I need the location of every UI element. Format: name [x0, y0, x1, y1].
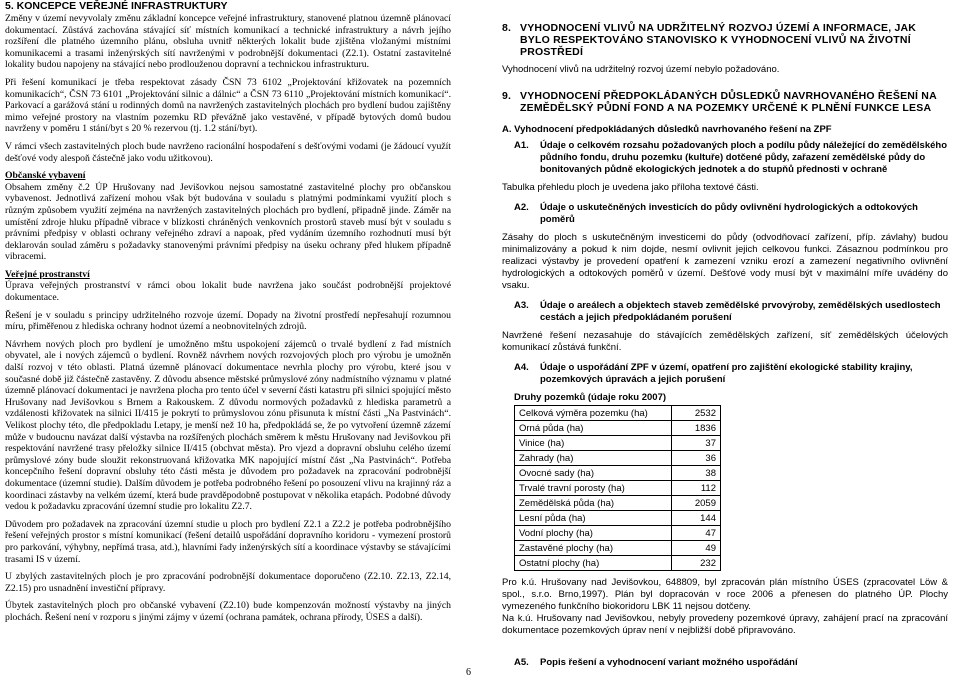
table-row — [515, 541, 721, 556]
land-type-label: Vinice (ha) — [515, 436, 672, 451]
land-type-value: 36 — [672, 451, 721, 466]
subheading-public-space: Veřejné prostranství — [5, 268, 90, 280]
item-a4 — [502, 362, 948, 386]
land-type-value: 49 — [672, 541, 721, 556]
subheading-a: A. Vyhodnocení předpokládaných důsledků navrhovaného řešení na ZPF — [502, 124, 832, 135]
item-number: A3. — [514, 300, 529, 311]
land-type-label: Celková výměra pozemku (ha) — [515, 406, 672, 421]
land-type-label: Trvalé travní porosty (ha) — [515, 481, 672, 496]
paragraph: Při řešení komunikací je třeba respektovat zásady ČSN 73 6102 „Projektování křižovatek na pozemních komunikacích“, ČSN 73 6101 „Projektování silnic a dálnic“ a ČSN 73 6110 „Projektování místních komunikací“. Parkovací a garážová stání u rodinných domů na navržených zastavitelných plochách pro bydlení budou zajištěny mimo veřejné prostory na vlastním pozemku RD převážně jako vestavěné, v případě bytových domů budou navrženy v poměru 1 stání/byt s 20 % rezervou (tj. 1.2 stání/byt). — [5, 76, 451, 135]
section-heading-9 — [502, 90, 948, 114]
section-number: 8. — [502, 22, 512, 34]
section-title: VYHODNOCENÍ PŘEDPOKLÁDANÝCH DŮSLEDKŮ NAVRHOVANÉHO ŘEŠENÍ NA ZEMĚDĚLSKÝ PŮDNÍ FOND A NA POZEMKY URČENÉ K PLNĚNÍ FUNKCE LESA — [520, 90, 937, 114]
table-row — [515, 556, 721, 571]
paragraph: U zbylých zastavitelných ploch je pro zpracování podrobnější dokumentace doporučeno (Z2.10. Z2.13, Z2.14, Z2.15) pro usnadnění investiční přípravy. — [5, 571, 451, 594]
land-type-label: Ovocné sady (ha) — [515, 466, 672, 481]
land-types-table — [514, 405, 721, 571]
table-row — [515, 496, 721, 511]
subheading-civic-amenities: Občanské vybavení — [5, 170, 86, 182]
section-heading-8 — [502, 22, 948, 58]
paragraph: Pro k.ú. Hrušovany nad Jevišovkou, 648809, byl zpracován plán místního ÚSES (zpracovatel Löw & spol., s.r.o. Brno,1997). Plán byl dopracován v roce 2006 a přenesen do platného ÚP. Plochy vymezeného funkčního biokoridoru LBK 11 nejsou dotčeny. — [502, 577, 948, 612]
paragraph: Změny v území nevyvolaly změnu základní koncepce veřejné infrastruktury, stanovené platnou územně plánovací dokumentací. Zůstává zachována stávající síť místních komunikací a technické infrastruktury a návrh jejího rozšíření dle platného územního plánu, obsluha uvnitř některých lokalit bude zjištěna vložanými místními komunikacemi a trasami inženýrských sítí navrženými v podrobnější dokumentaci (Z2.1). Ostatní zastavitelné lokality budou napojeny na stávající nebo prodlouženou dopravní a technickou infrastrukturu. — [5, 13, 451, 71]
table-row — [515, 436, 721, 451]
item-number: A2. — [514, 202, 529, 213]
land-type-value: 144 — [672, 511, 721, 526]
item-title: Údaje o celkovém rozsahu požadovaných ploch a podílu půdy náležející do zemědělského půdního fondu, druhu pozemku (kultuře) dotčené půdy, zařazení zemědělské půdy do bonitovaných půdně ekologických jednotek a do stupňů přednosti v ochraně — [540, 140, 948, 175]
table-row — [515, 511, 721, 526]
land-type-label: Lesní půda (ha) — [515, 511, 672, 526]
land-type-label: Zahrady (ha) — [515, 451, 672, 466]
item-a1 — [502, 140, 948, 176]
table-row — [515, 451, 721, 466]
section-heading-5: 5. KONCEPCE VEŘEJNÉ INFRASTRUKTURY — [5, 0, 228, 12]
land-type-value: 38 — [672, 466, 721, 481]
land-type-label: Ostatní plochy (ha) — [515, 556, 672, 571]
paragraph: Obsahem změny č.2 ÚP Hrušovany nad Jevišovkou nejsou samostatné zastavitelné plochy pro občanskou vybavenost. Jednotlivá zařízení mohou však být budována v souladu s platnými podmínkami využití ploch s různým způsobem využití zejména na navržených zastavitelných plochách pro bydlení, připadně jinde. Záměr na umístění zdroje hluku případně vibrace v blízkosti chráněných venkovních prostorů staveb musí být v souladu s právními předpisy v oblasti ochrany veřejného zdraví a napoak, před vydáním územního rozhodnutí musí být deklarován soulad záměru s požadavky stanovenými právními předpisy na úseku ochrany před hlukem případně vibracemi. — [5, 181, 451, 263]
item-number: A4. — [514, 362, 529, 373]
paragraph: Vyhodnocení vlivů na udržitelný rozvoj území nebylo požadováno. — [502, 64, 780, 75]
table-title: Druhy pozemků (údaje roku 2007) — [514, 392, 667, 403]
paragraph: Úbytek zastavitelných ploch pro občanské vybavení (Z2.10) bude kompenzován možností výstavby na jiných plochách. Řešení není v rozporu s jinými zájmy v území (ochrana památek, ochrana přírody, ÚSES a další). — [5, 600, 451, 623]
land-type-label: Zastavěné plochy (ha) — [515, 541, 672, 556]
page-number: 6 — [466, 667, 471, 678]
land-type-value: 1836 — [672, 421, 721, 436]
item-a5 — [502, 657, 948, 669]
section-title: VYHODNOCENÍ VLIVŮ NA UDRŽITELNÝ ROZVOJ ÚZEMÍ A INFORMACE, JAK BYLO RESPEKTOVÁNO STANOVISKO K VYHODNOCENÍ VLIVŮ NA ŽIVOTNÍ PROSTŘEDÍ — [520, 22, 917, 58]
section-number: 9. — [502, 90, 512, 102]
table-row — [515, 466, 721, 481]
table-row — [515, 481, 721, 496]
paragraph: Řešení je v souladu s principy udržitelného rozvoje území. Dopady na životní prostředí nepřesahují rozumnou míru, přiměřenou z hlediska ochrany hodnot území a neobnovitelných zdrojů. — [5, 309, 451, 333]
item-a3 — [502, 300, 948, 324]
item-title: Údaje o uspořádání ZPF v území, opatření pro zajištění ekologické stability krajiny, pozemkových úpravách a jejich porušení — [540, 362, 913, 385]
paragraph: V rámci všech zastavitelných ploch bude navrženo racionální hospodaření s dešťovými vodami (je žádoucí využít dešťové vody alespoň částečně jako vodu užitkovou). — [5, 140, 451, 164]
land-type-value: 2059 — [672, 496, 721, 511]
paragraph: Úprava veřejných prostranství v rámci obou lokalit bude navržena jako součást podrobnější projektové dokumentace. — [5, 280, 451, 304]
table-row — [515, 406, 721, 421]
item-number: A1. — [514, 140, 529, 151]
land-type-label: Orná půda (ha) — [515, 421, 672, 436]
right-column — [502, 22, 948, 675]
table-row — [515, 526, 721, 541]
item-a2 — [502, 202, 948, 226]
paragraph: Navržené řešení nezasahuje do stávajících zemědělských zařízení, síť zemědělských účelových komunikací zůstává funkční. — [502, 330, 948, 353]
item-title: Údaje o uskutečněných investicích do půdy ovlivnění hydrologických a odtokových poměrů — [540, 202, 918, 225]
land-type-value: 37 — [672, 436, 721, 451]
land-type-label: Zemědělská půda (ha) — [515, 496, 672, 511]
land-type-value: 47 — [672, 526, 721, 541]
paragraph: Tabulka přehledu ploch je uvedena jako příloha textové části. — [502, 182, 759, 193]
land-type-value: 232 — [672, 556, 721, 571]
item-number: A5. — [514, 657, 529, 668]
paragraph: Na k.ú. Hrušovany nad Jevišovkou, nebyly provedeny pozemkové úpravy, zahájení prací na zpracování dokumentace pozemkových úprav není v nejbližší době připravováno. — [502, 613, 948, 636]
left-column — [5, 0, 451, 630]
land-type-value: 2532 — [672, 406, 721, 421]
item-title: Údaje o areálech a objektech staveb zemědělské prvovýroby, zemědělských usedlostech cestách a jejich předpokládaném porušení — [540, 300, 941, 323]
land-type-label: Vodní plochy (ha) — [515, 526, 672, 541]
paragraph: Návrhem nových ploch pro bydlení je umožněno mštu uspokojení zájemců o trvalé bydlení z řad místních obyvatel, ale i nových zájemců o bydlení. Rovněž návrhem nových rozvojových ploch pro výrobu je umožněn další rozvoj v této oblasti. Platná územně plánovací dokumentace nevrhla plochy pro výrobu, které jsou v současné době již částečně zastavěny. Z důvodu absence městské průmyslové zóny nadmístního významu v platné územně plánovací dokumentaci je navržena plocha pro tento účel v severní části katastru při silnici spojující město Hrušovany nad Jevišovkou s Brnem a Rakouskem. Z důvodu normových požadavků z hlediska parametrů a vzdálenosti křižovatek na silnici II/415 je pokrytí to průmyslovou zónu přisunuta k místní části „Na Pastvinách“. Velikost plochy této, dle předpokladu I.etapy, je menší než 10 ha, předpokládá se, že po vytvoření územně zázemí může v budoucnu navázat další výstavba na rozšířených plochách směrem k městu Hrušovany nad Jevišovkou při respektování navržené trasy přeložky silnice II/415 (obchvat města). Pro vjezd a dopravní obsluhu celého území průmyslové zóny bude sloužit rekonstruovaná křižovatka MK napojující místní část „Na Pastvinách“. Potřeba koncepčního řešení dopravní obsluhy této části města je důvodem pro požadavek na zpracování podrobnější dokumentace (územní studie). Dalším důvodem je potřeba podrobného řešení po posouzení vlivu na krajinný ráz a koordinaci zástavby na velkém území, která bude pravděpodobně postupovat v několika etapách. Podobné důvody vedou k požadavku zpracování územní studie pro lokalitu Z2.7. — [5, 338, 451, 513]
item-title: Popis řešení a vyhodnocení variant možného uspořádání — [540, 657, 798, 668]
paragraph: Zásahy do ploch s uskutečněným investicemi do půdy (odvodňovací zařízení, příp. závlahy) budou minimalizovány a pokud k nim dojde, nesmí ovlivnit jejich celkovou funkci. Zásaznou podmínkou pro realizaci výstavby je provedení opatření k zamezení vzniku erozí a zamezení negativního ovlivnění hydrologických a odtokových poměrů v území. Dešťové vody musí být v maximální míře uvádény do vsaku. — [502, 232, 948, 291]
paragraph: Důvodem pro požadavek na zpracování územní studie u ploch pro bydlení Z2.1 a Z2.2 je potřeba podrobnějšího řešení veřejných prostor s místní komunikací (řešení detailů uspořádání dopravního koridoru - vymezení prostorů pro parkování, výhybny, nepřímá trasa, atd.), hlavními řady inženýrských sítí a koordinace výstavby se stávajícími trasami IS v území. — [5, 518, 451, 565]
table-row — [515, 421, 721, 436]
land-type-value: 112 — [672, 481, 721, 496]
